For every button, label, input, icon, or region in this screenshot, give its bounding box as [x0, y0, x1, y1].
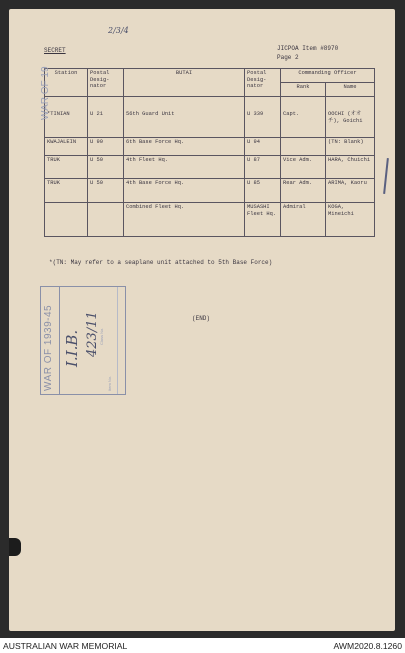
stamp-number-handwriting: 423/11: [85, 311, 100, 357]
officers-table: [44, 68, 375, 237]
cell-name: (TN: Blank): [326, 138, 375, 156]
footer-accession: AWM2020.8.1260: [333, 641, 402, 651]
cell-station: KWAJALEIN: [45, 138, 88, 156]
cell-postal: U 21: [88, 97, 124, 138]
cell-rank: Vice Adm.: [281, 156, 326, 179]
cell-station: TRUK: [45, 156, 88, 179]
header-butai: BUTAI: [124, 69, 245, 97]
cell-postal: U 50: [88, 156, 124, 179]
stamp-number-label: Item No.: [107, 375, 112, 391]
header-name: Name: [326, 83, 375, 97]
table-row: [45, 179, 375, 203]
cell-postal-2: U 339: [245, 97, 281, 138]
header-postal: Postal Desig- nator: [88, 69, 124, 97]
cell-rank: Admiral: [281, 203, 326, 237]
header-rank: Rank: [281, 83, 326, 97]
cell-rank: [281, 138, 326, 156]
cell-butai: 56th Guard Unit: [124, 97, 245, 138]
cell-postal-2: U 85: [245, 179, 281, 203]
war-memorial-stamp: [40, 286, 126, 395]
footer-source: AUSTRALIAN WAR MEMORIAL: [3, 641, 128, 651]
cell-postal-2: U 94: [245, 138, 281, 156]
cell-postal-2: U 87: [245, 156, 281, 179]
secret-label: SECRET: [44, 47, 66, 54]
table-row: [45, 203, 375, 237]
stamp-war-title: WAR OF 1939-45: [43, 304, 54, 391]
header-commanding-officer: Commanding Officer: [281, 69, 375, 83]
cell-postal: U 50: [88, 179, 124, 203]
page-number: Page 2: [277, 54, 299, 61]
end-marker: (END): [192, 315, 211, 322]
cell-butai: 4th Fleet Hq.: [124, 156, 245, 179]
cell-rank: Capt.: [281, 97, 326, 138]
table-row: [45, 97, 375, 138]
cell-postal: U 90: [88, 138, 124, 156]
cell-name: OOCHI (オオチ), Goichi: [326, 97, 375, 138]
item-number: JICPOA Item #8970: [277, 45, 339, 52]
cell-butai: Combined Fleet Hq.: [124, 203, 245, 237]
cell-butai: 4th Base Force Hq.: [124, 179, 245, 203]
table-row: [45, 156, 375, 179]
cell-station: TRUK: [45, 179, 88, 203]
handwritten-reference: 2/3/4: [108, 26, 129, 35]
cell-butai: 6th Base Force Hq.: [124, 138, 245, 156]
cell-name: HARA, Chuichi: [326, 156, 375, 179]
cell-station: [45, 203, 88, 237]
cell-postal: [88, 203, 124, 237]
cell-postal-2: MUSASHI Fleet Hq.: [245, 203, 281, 237]
cell-rank: Rear Adm.: [281, 179, 326, 203]
stamp-class-handwriting: I.I.B.: [63, 329, 81, 367]
header-station: Station: [45, 69, 88, 97]
footer-bar: [0, 638, 405, 653]
stamp-class-label: Class No.: [99, 327, 104, 345]
cell-name: ARIMA, Kaoru: [326, 179, 375, 203]
cell-station: *TINIAN: [45, 97, 88, 138]
table-row: [45, 138, 375, 156]
cell-name: KOGA, Mineichi: [326, 203, 375, 237]
side-stamp: [40, 30, 58, 122]
side-stamp-text: WAR OF 19: [40, 66, 51, 120]
header-postal-2: Postal Desig- nator: [245, 69, 281, 97]
translator-note: *(TN: May refer to a seaplane unit attached to 5th Base Force): [49, 259, 273, 266]
torn-edge-mark: [9, 538, 21, 556]
